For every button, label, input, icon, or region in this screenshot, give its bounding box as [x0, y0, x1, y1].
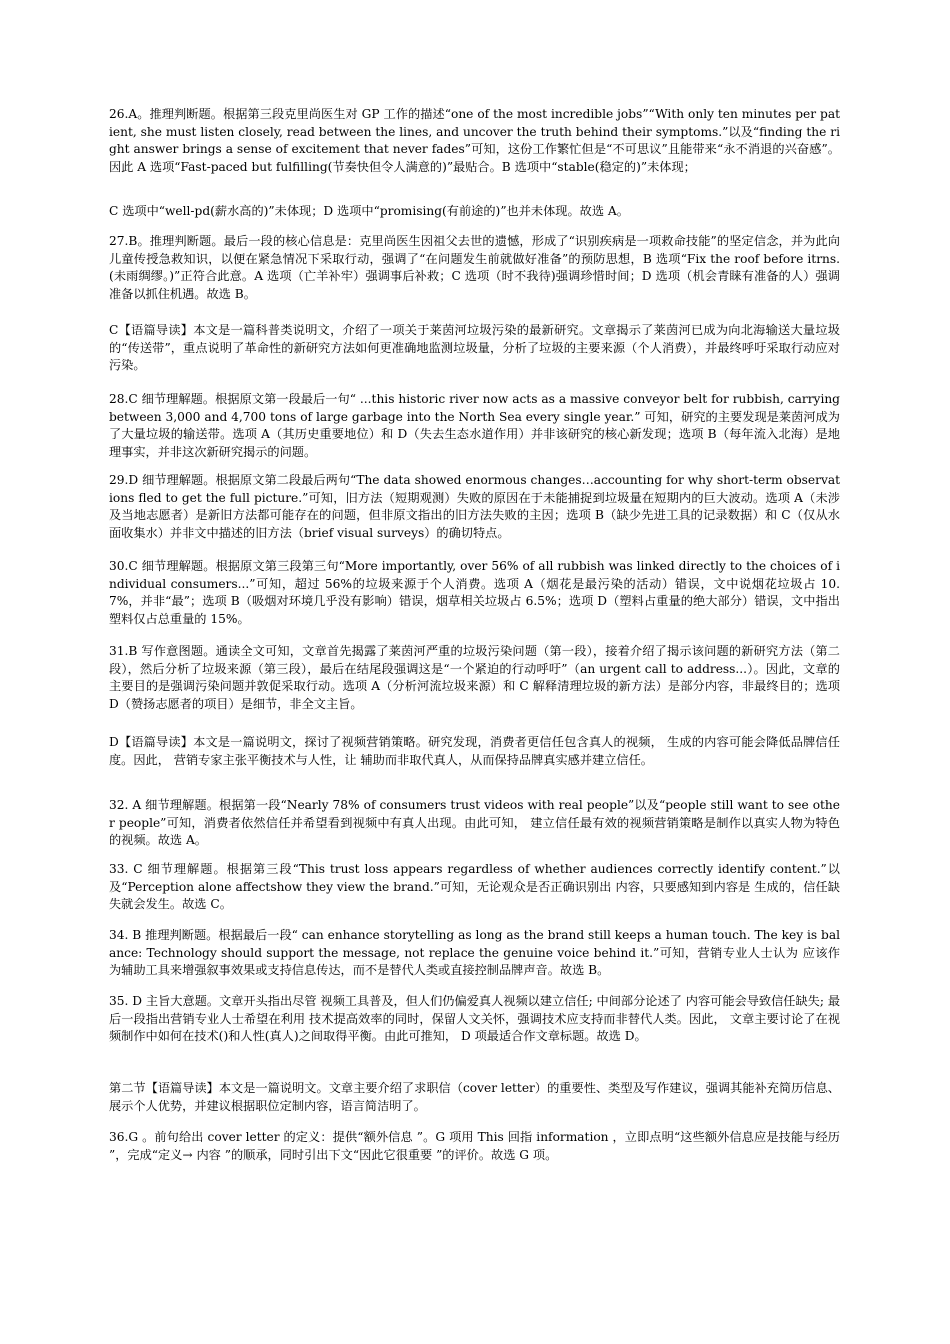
answer-26: 26.A。推理判断题。根据第三段克里尚医生对 GP 工作的描述“one of the most incredible jobs”“With only ten minutes per patient, she must listen closely, read between the lines, and uncover the truth behind their symptoms.”以及“finding the right answer brings a sense of excitement that never fades”可知，这份工作繁忙但是“不可思议”且能带来“永不消退的兴奋感”。因此 A 选项“Fast-paced but fulfilling(节奏快但令人满意的)”最贴合。B 选项中“stable(稳定的)”未体现；: [109, 107, 840, 174]
answer-34: 34. B 推理判断题。根据最后一段“ can enhance storytelling as long as the brand still keeps a human touch. The key is balance: Technology should support the message, not replace the genuine voice behind it.”可知，营销专业人士认为 应该作为辅助工具来增强叙事效果或支持信息传达，而不是替代人类或直接控制品牌声音。故选 B。: [109, 928, 840, 978]
answer-30: 30.C 细节理解题。根据原文第三段第三句“More importantly, over 56% of all rubbish was linked directly to the choices of individual consumers...”可知，超过 56%的垃圾来源于个人消费。选项 A（烟花是最污染的活动）错误，文中说烟花垃圾占 10.7%，并非“最”；选项 B（吸烟对环境几乎没有影响）错误，烟草相关垃圾占 6.5%；选项 D（塑料占重量的绝大部分）错误，文中指出塑料仅占总重量的 15%。: [109, 559, 840, 626]
answer-36: 36.G 。前句给出 cover letter 的定义：提供“额外信息 ”。G 项用 This 回指 information ，立即点明“这些额外信息应是技能与经历 ”，完成“定义→ 内容 ”的顺承，同时引出下文“因此它很重要 ”的评价。故选 G 项。: [109, 1130, 840, 1162]
answer-29: 29.D 细节理解题。根据原文第二段最后两句“The data showed enormous changes…accounting for why short-term observations fled to get the full picture.”可知，旧方法（短期观测）失败的原因在于未能捕捉到垃圾量在短期内的巨大波动。选项 A（未涉及当地志愿者）是新旧方法都可能存在的问题，但非原文指出的旧方法失败的主因；选项 B（缺少先进工具的记录数据）和 C（仅从水面收集水）并非文中描述的旧方法（brief visual surveys）的确切特点。: [109, 473, 840, 540]
answer-33: 33. C 细节理解题。根据第三段“This trust loss appears regardless of whether audiences correctly identify content.”以及“Perception alone affectshow they view the brand.”可知，无论观众是否正确识别出 内容，只要感知到内容是 生成的，信任缺失就会发生。故选 C。: [109, 862, 840, 912]
answer-35: 35. D 主旨大意题。文章开头指出尽管 视频工具普及，但人们仍偏爱真人视频以建立信任; 中间部分论述了 内容可能会导致信任缺失; 最后一段指出营销专业人士希望在利用 技术提高效率的同时，保留人文关怀，强调技术应支持而非替代人类。因此， 文章主要讨论了在视频制作中如何在技术()和人性(真人)之间取得平衡。由此可推知， D 项最适合作文章标题。故选 D。: [109, 994, 841, 1044]
section-two-guide: 第二节【语篇导读】本文是一篇说明文。文章主要介绍了求职信（cover letter）的重要性、类型及写作建议，强调其能补充简历信息、展示个人优势，并建议根据职位定制内容，语言简洁明了。: [109, 1081, 840, 1113]
answer-32: 32. A 细节理解题。根据第一段“Nearly 78% of consumers trust videos with real people”以及“people still want to see other people”可知，消费者依然信任并希望看到视频中有真人出现。由此可知， 建立信任最有效的视频营销策略是制作以真实人物为特色的视频。故选 A。: [109, 798, 840, 848]
answer-27: 27.B。推理判断题。最后一段的核心信息是：克里尚医生因祖父去世的遗憾，形成了“识别疾病是一项救命技能”的坚定信念，并为此向儿童传授急救知识，以便在紧急情况下采取行动，强调了“在问题发生前就做好准备”的预防思想，B 选项“Fix the roof before itrns.(未雨绸缪。)”正符合此意。A 选项（亡羊补牢）强调事后补救；C 选项（时不我待)强调珍惜时间；D 选项（机会青睐有准备的人）强调准备以抓住机遇。故选 B。: [109, 234, 840, 301]
answer-31: 31.B 写作意图题。通读全文可知，文章首先揭露了莱茵河严重的垃圾污染问题（第一段），接着介绍了揭示该问题的新研究方法（第二段），然后分析了垃圾来源（第三段），最后在结尾段强调这是“一个紧迫的行动呼吁”（an urgent call to address...）。因此，文章的主要目的是强调污染问题并敦促采取行动。选项 A（分析河流垃圾来源）和 C 解释清理垃圾的新方法）是部分内容，非最终目的；选项 D（赞扬志愿者的项目）是细节，非全文主旨。: [109, 644, 840, 711]
answer-26-continued: C 选项中“well-pd(薪水高的)”未体现；D 选项中“promising(有前途的)”也并未体现。故选 A。: [109, 204, 629, 218]
passage-c-guide: C【语篇导读】本文是一篇科普类说明文，介绍了一项关于莱茵河垃圾污染的最新研究。文章揭示了莱茵河已成为向北海输送大量垃圾的“传送带”，重点说明了革命性的新研究方法如何更准确地监测垃圾量，分析了垃圾的主要来源（个人消费），并最终呼吁采取行动应对污染。: [109, 323, 840, 373]
passage-d-guide: D【语篇导读】本文是一篇说明文，探讨了视频营销策略。研究发现，消费者更信任包含真人的视频， 生成的内容可能会降低品牌信任度。因此， 营销专家主张平衡技术与人性，让 辅助而非取代真人，从而保持品牌真实感并建立信任。: [109, 735, 840, 767]
answer-28: 28.C 细节理解题。根据原文第一段最后一句“ ...this historic river now acts as a massive conveyor belt for rubbish, carrying between 3,000 and 4,700 tons of large garbage into the North Sea every single year.” 可知，研究的主要发现是莱茵河成为了大量垃圾的输送带。选项 A（其历史重要地位）和 D（失去生态水道作用）并非该研究的核心新发现；选项 B（每年流入北海）是地理事实，并非这次新研究揭示的问题。: [109, 392, 840, 459]
